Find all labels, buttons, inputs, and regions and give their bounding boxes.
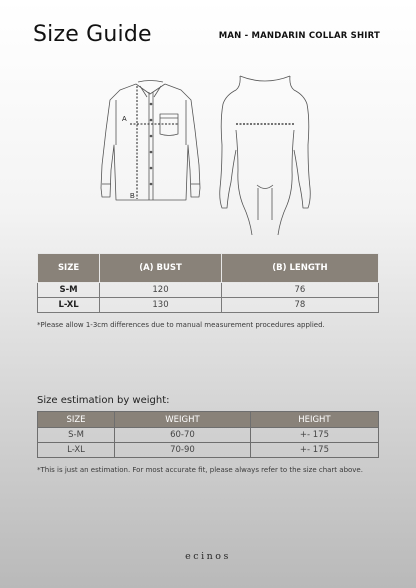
measurement-illustration <box>0 70 416 240</box>
label-b: B <box>130 193 135 200</box>
label-a: A <box>122 116 127 123</box>
estimation-header-weight: WEIGHT <box>115 412 251 428</box>
size-cell: L-XL <box>38 443 115 458</box>
weight-cell: 70-90 <box>115 443 251 458</box>
table-row <box>38 283 379 298</box>
bust-cell: 130 <box>100 298 222 313</box>
size-cell: L-XL <box>38 298 100 313</box>
size-table-header-size: SIZE <box>38 254 100 283</box>
estimation-header-height: HEIGHT <box>250 412 378 428</box>
length-cell: 76 <box>221 283 378 298</box>
page-title: Size Guide <box>33 22 152 47</box>
size-table-header-bust: (A) BUST <box>100 254 222 283</box>
size-table <box>37 253 379 313</box>
shirt-diagram-icon <box>101 81 200 201</box>
estimation-header-size: SIZE <box>38 412 115 428</box>
measurement-note: *Please allow 1-3cm differences due to manual measurement procedures applied. <box>37 321 325 329</box>
torso-diagram-icon <box>220 76 311 235</box>
table-row <box>38 428 379 443</box>
size-cell: S-M <box>38 428 115 443</box>
bust-cell: 120 <box>100 283 222 298</box>
estimation-note: *This is just an estimation. For most accurate fit, please always refer to the size chart above. <box>37 466 363 474</box>
length-cell: 78 <box>221 298 378 313</box>
size-cell: S-M <box>38 283 100 298</box>
height-cell: +- 175 <box>250 443 378 458</box>
estimation-table <box>37 411 379 458</box>
brand-logo: ecinos <box>185 551 231 562</box>
height-cell: +- 175 <box>250 428 378 443</box>
weight-cell: 60-70 <box>115 428 251 443</box>
table-row <box>38 443 379 458</box>
table-row <box>38 298 379 313</box>
size-table-header-length: (B) LENGTH <box>221 254 378 283</box>
estimation-title: Size estimation by weight: <box>37 395 170 406</box>
product-name: MAN - MANDARIN COLLAR SHIRT <box>218 31 380 41</box>
